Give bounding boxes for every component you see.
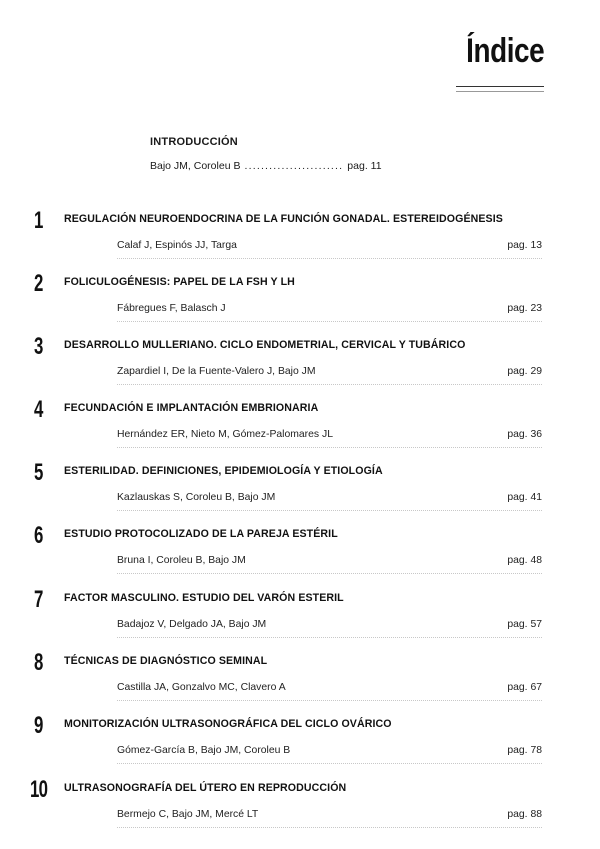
dotted-divider: [117, 510, 542, 511]
toc-entry: [0, 523, 600, 583]
chapter-page: pag. 88: [507, 809, 542, 820]
toc-entry: [0, 650, 600, 710]
dotted-divider: [117, 700, 542, 701]
intro-line: [150, 160, 382, 172]
chapter-authors: Castilla JA, Gonzalvo MC, Clavero A: [117, 682, 286, 693]
chapter-authors: Hernández ER, Nieto M, Gómez-Palomares JL: [117, 429, 333, 440]
chapter-authors: Calaf J, Espinós JJ, Targa: [117, 240, 237, 251]
dotted-divider: [117, 384, 542, 385]
chapter-number: 3: [34, 333, 43, 360]
title-underline-secondary: [456, 91, 544, 92]
toc-entry: [0, 334, 600, 394]
chapter-number: 8: [34, 649, 43, 676]
chapter-number: 4: [34, 396, 43, 423]
dotted-divider: [117, 637, 542, 638]
toc-entry: [0, 208, 600, 268]
toc-entry: [0, 777, 600, 837]
intro-heading: INTRODUCCIÓN: [150, 136, 238, 148]
title-underline: [456, 86, 544, 87]
chapter-authors: Fábregues F, Balasch J: [117, 303, 226, 314]
chapter-page: pag. 41: [507, 492, 542, 503]
chapter-title: ESTUDIO PROTOCOLIZADO DE LA PAREJA ESTÉRIL: [64, 528, 338, 540]
chapter-title: TÉCNICAS DE DIAGNÓSTICO SEMINAL: [64, 655, 268, 667]
chapter-title: FACTOR MASCULINO. ESTUDIO DEL VARÓN ESTERIL: [64, 592, 344, 604]
chapter-authors: Zapardiel I, De la Fuente-Valero J, Bajo JM: [117, 366, 316, 377]
chapter-title: ULTRASONOGRAFÍA DEL ÚTERO EN REPRODUCCIÓN: [64, 782, 347, 794]
chapter-authors: Kazlauskas S, Coroleu B, Bajo JM: [117, 492, 276, 503]
chapter-number: 6: [34, 522, 43, 549]
dotted-divider: [117, 258, 542, 259]
chapter-number: 1: [34, 207, 43, 234]
chapter-title: MONITORIZACIÓN ULTRASONOGRÁFICA DEL CICLO OVÁRICO: [64, 718, 392, 730]
chapter-authors: Bermejo C, Bajo JM, Mercé LT: [117, 809, 259, 820]
toc-entry: [0, 587, 600, 647]
chapter-authors: Gómez-García B, Bajo JM, Coroleu B: [117, 745, 291, 756]
chapter-page: pag. 29: [507, 366, 542, 377]
chapter-authors: Badajoz V, Delgado JA, Bajo JM: [117, 619, 267, 630]
intro-authors: Bajo JM, Coroleu B: [150, 160, 241, 172]
chapter-number: 2: [34, 270, 43, 297]
intro-section: [150, 136, 382, 172]
toc-entry: [0, 460, 600, 520]
chapter-number: 9: [34, 712, 43, 739]
chapter-title: ESTERILIDAD. DEFINICIONES, EPIDEMIOLOGÍA Y ETIOLOGÍA: [64, 465, 383, 477]
dotted-divider: [117, 321, 542, 322]
chapter-authors: Bruna I, Coroleu B, Bajo JM: [117, 555, 246, 566]
dotted-divider: [117, 827, 542, 828]
intro-leader-dots: ........................: [244, 160, 344, 172]
toc-entry: [0, 713, 600, 773]
chapter-page: pag. 78: [507, 745, 542, 756]
chapter-title: REGULACIÓN NEUROENDOCRINA DE LA FUNCIÓN GONADAL. ESTEREIDOGÉNESIS: [64, 213, 503, 225]
chapter-page: pag. 36: [507, 429, 542, 440]
chapter-number: 7: [34, 586, 43, 613]
chapter-title: DESARROLLO MULLERIANO. CICLO ENDOMETRIAL, CERVICAL Y TUBÁRICO: [64, 339, 466, 351]
dotted-divider: [117, 447, 542, 448]
chapter-title: FECUNDACIÓN E IMPLANTACIÓN EMBRIONARIA: [64, 402, 319, 414]
chapter-page: pag. 13: [507, 240, 542, 251]
page-title: Índice: [465, 32, 544, 70]
chapter-page: pag. 23: [507, 303, 542, 314]
toc-entry: [0, 271, 600, 331]
toc-entry: [0, 397, 600, 457]
chapter-page: pag. 57: [507, 619, 542, 630]
chapter-title: FOLICULOGÉNESIS: PAPEL DE LA FSH Y LH: [64, 276, 295, 288]
chapter-number: 5: [34, 459, 43, 486]
chapter-page: pag. 67: [507, 682, 542, 693]
dotted-divider: [117, 763, 542, 764]
dotted-divider: [117, 573, 542, 574]
chapter-number: 10: [30, 776, 48, 803]
chapter-page: pag. 48: [507, 555, 542, 566]
intro-page: pag. 11: [347, 160, 382, 172]
